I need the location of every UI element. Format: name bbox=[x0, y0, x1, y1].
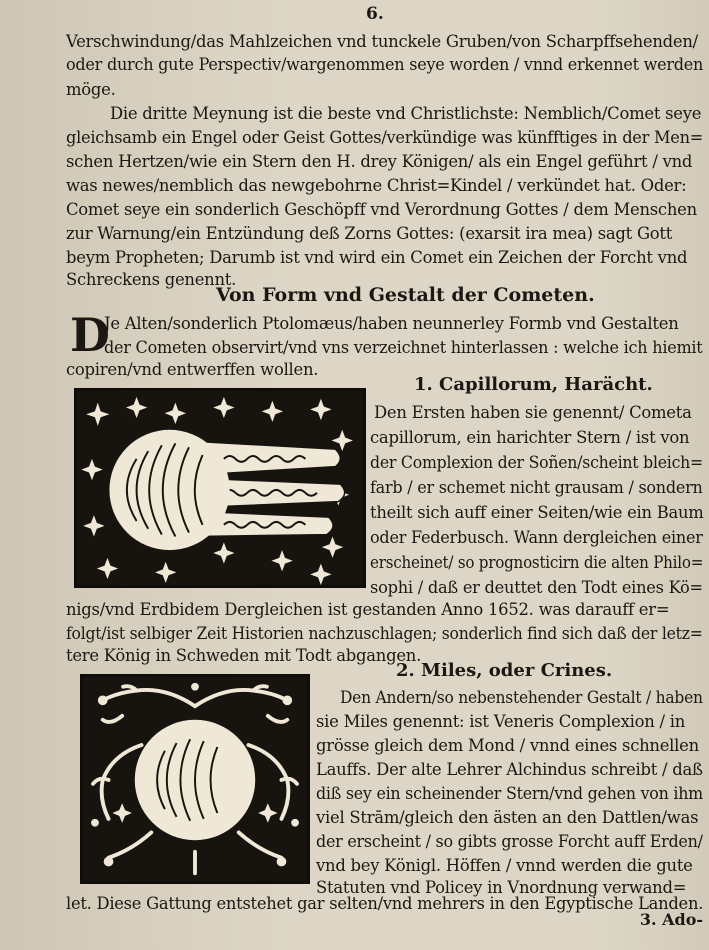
text-line: sie Miles genennt: ist Veneris Complexion / in bbox=[316, 712, 686, 731]
text-line: zur Warnung/ein Entzündung deß Zorns Gottes: (exarsit ira mea) sagt Gott bbox=[66, 224, 673, 243]
text-line: Den Ersten haben sie genennt/ Cometa bbox=[374, 403, 692, 422]
catchword: 3. Ado- bbox=[639, 910, 703, 929]
text-line: Je Alten/sonderlich Ptolomæus/haben neunnerley Formb vnd Gestalten bbox=[104, 314, 679, 333]
text-line: Verschwindung/das Mahlzeichen vnd tunckele Gruben/von Scharpffsehenden/ bbox=[66, 32, 698, 51]
section-title-miles: 2. Miles, oder Crines. bbox=[396, 660, 613, 681]
drop-initial: D bbox=[70, 308, 110, 362]
text-line: Lauffs. Der alte Lehrer Alchindus schreibt / daß bbox=[316, 760, 703, 779]
page-number: 6. bbox=[366, 4, 384, 24]
text-line: capillorum, ein harichter Stern / ist von bbox=[370, 428, 690, 447]
text-line: erscheinet/ so prognosticirn die alten Philo= bbox=[370, 553, 704, 572]
text-line: folgt/ist selbiger Zeit Historien nachzuschlagen; sonderlich find sich daß der letz= bbox=[66, 624, 703, 643]
text-line: der erscheint / so gibts grosse Forcht auff Erden/ bbox=[316, 832, 703, 851]
text-line: diß sey ein scheinender Stern/vnd gehen von ihm bbox=[316, 784, 703, 803]
text-line: was newes/nemblich das newgebohrne Christ=Kindel / verkündet hat. Oder: bbox=[66, 176, 687, 195]
text-line: copiren/vnd entwerffen wollen. bbox=[66, 360, 319, 379]
section-title-capillorum: 1. Capillorum, Harächt. bbox=[414, 374, 653, 395]
text-line: tere König in Schweden mit Todt abgangen. bbox=[66, 646, 422, 665]
comet-miles-illustration bbox=[83, 677, 307, 881]
text-line: möge. bbox=[66, 80, 116, 99]
text-line: der Cometen observirt/vnd vns verzeichnet hinterlassen : welche ich hiemit bbox=[104, 338, 703, 357]
text-line: sophi / daß er deuttet den Todt eines Kö= bbox=[370, 578, 703, 597]
text-line: nigs/vnd Erdbidem Dergleichen ist gestanden Anno 1652. was darauff er= bbox=[66, 600, 670, 619]
text-line: der Complexion der Soñen/scheint bleich= bbox=[370, 453, 704, 472]
text-line: farb / er schemet nicht grausam / sondern bbox=[370, 478, 703, 497]
text-line: Den Andern/so nebenstehender Gestalt / haben bbox=[340, 688, 703, 707]
comet-capillorum-illustration bbox=[77, 391, 363, 585]
text-line: vnd bey Königl. Höffen / vnnd werden die gute bbox=[316, 856, 693, 875]
text-line: grösse gleich dem Mond / vnnd eines schnellen bbox=[316, 736, 699, 755]
text-line: let. Diese Gattung entstehet gar selten/vnd mehrers in den Egyptische Landen. bbox=[66, 894, 704, 913]
section-heading: Von Form vnd Gestalt der Cometen. bbox=[216, 284, 595, 306]
woodcut-comet-miles bbox=[80, 674, 310, 884]
text-line: oder Federbusch. Wann dergleichen einer bbox=[370, 528, 703, 547]
text-line: oder durch gute Perspectiv/wargenommen seye worden / vnnd erkennet werden bbox=[66, 55, 704, 74]
text-line: Die dritte Meynung ist die beste vnd Christlichste: Nemblich/Comet seye bbox=[110, 104, 702, 123]
text-line: schen Hertzen/wie ein Stern den H. drey Königen/ als ein Engel geführt / vnd bbox=[66, 152, 693, 171]
text-line: gleichsamb ein Engel oder Geist Gottes/verkündige was künfftiges in der Men= bbox=[66, 128, 704, 147]
text-line: viel Strām/gleich den ästen an den Dattlen/was bbox=[316, 808, 699, 827]
text-line: beym Propheten; Darumb ist vnd wird ein Comet ein Zeichen der Forcht vnd bbox=[66, 248, 688, 267]
text-line: theilt sich auff einer Seiten/wie ein Baum bbox=[370, 503, 704, 522]
text-line: Statuten vnd Policey in Vnordnung verwand= bbox=[316, 878, 687, 897]
text-line: Schreckens genennt. bbox=[66, 270, 237, 289]
woodcut-comet-capillorum bbox=[74, 388, 366, 588]
text-line: Comet seye ein sonderlich Geschöpff vnd Verordnung Gottes / dem Menschen bbox=[66, 200, 697, 219]
